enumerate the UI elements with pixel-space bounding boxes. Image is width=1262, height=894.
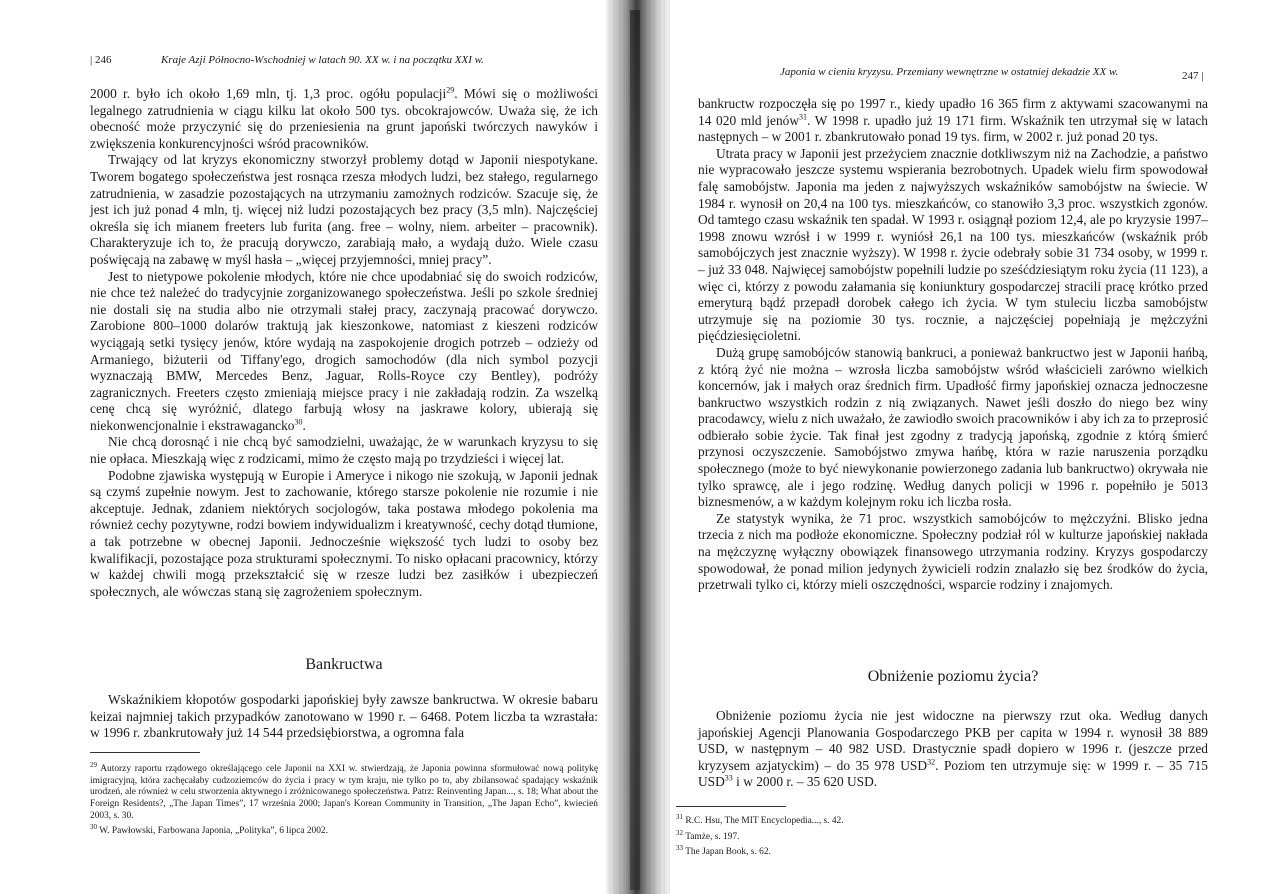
right-section-paragraph: Obniżenie poziomu życia nie jest widoczne na pierwszy rzut oka. Według danych japońskiej Agencji Planowania Gospodarczego PKB per capita w 1994 r. wynosił 38 889 USD, w następnym – 40 982 USD. Drastycznie spadł dopiero w 1996 r. (jeszcze przed kryzysem azjatyckim) – do 35 978 USD$^{32}$. Poziom ten utrzymuje się: w 1999 r. – 35 715 USD$^{33}$ i w 2000 r. – 35 620 USD.	[698, 708, 1208, 790]
section-title-obnizenie: Obniżenie poziomu życia?	[867, 668, 1039, 685]
footnote-32: $^{32}$ Tamże, s. 197.	[676, 828, 740, 842]
left-paragraph-5: Podobne zjawiska występują w Europie i Ameryce i nikogo nie szokują, w Japonii jednak są czymś zupełnie nowym. Jest to zachowanie, którego starsze pokolenie nie rozumie i nie akceptuje. Jednak, zdaniem niektórych socjologów, taka postawa młodego pokolenia ma również cechy pozytywne, rodzi bowiem indywidualizm i kreatywność, cechy dotąd tłumione, a tak potrzebne w obecnej Japonii. Jednocześnie większość tych ludzi to osoby bez kwalifikacji, pozostające poza strukturami społecznymi. To nisko opłacani pracownicy, którzy w każdej chwili mogą przekształcić się w rzesze ludzi bez zasiłków i ubezpieczeń społecznych, ale wówczas staną się zagrożeniem społecznym.	[90, 467, 598, 599]
left-footnote-rule	[90, 752, 200, 753]
right-footnote-rule	[676, 806, 786, 807]
left-page-header	[90, 54, 484, 66]
left-section-paragraph: Wskaźnikiem kłopotów gospodarki japońskiej były zawsze bankructwa. W okresie babaru keizai najmniej takich przypadków zanotowano w 1990 r. – 6468. Potem liczba ta wzrastała: w 1996 r. zbankrutowały już 14 544 przedsiębiorstwa, a ogromna fala	[90, 692, 598, 741]
right-paragraph-1: bankructw rozpoczęła się po 1997 r., kiedy upadło 16 365 firm z aktywami szacowanymi na 14 020 mld jenów$^{31}$. W 1998 r. upadło już 19 171 firm. Wskaźnik ten utrzymał się w latach następnych – w 2001 r. zbankrutowało ponad 19 tys. firm, w 2002 r. już ponad 20 tys.	[698, 96, 1209, 145]
right-page-header	[780, 66, 1118, 78]
footnote-33: $^{33}$ The Japan Book, s. 62.	[676, 844, 771, 858]
right-section-body	[698, 708, 1208, 791]
left-paragraph-4: Nie chcą dorosnąć i nie chcą być samodzielni, uważając, że w warunkach kryzysu to się nie opłaca. Mieszkają więc z rodzicami, mimo że często mają po trzydzieści i więcej lat.	[90, 434, 598, 467]
right-body	[698, 96, 1208, 594]
right-paragraph-4: Ze statystyk wynika, że 71 proc. wszystkich samobójców to mężczyźni. Blisko jedna trzecia z nich ma podłoże ekonomiczne. Społeczny podział ról w kulturze japońskiej nakłada na mężczyznę wyłączny obowiązek finansowego utrzymania rodziny. Kryzys gospodarczy spowodował, że ponad milion jedynych żywicieli rodzin znalazło się bez środków do życia, przetrwali tylko ci, którzy mieli oszczędności, wsparcie rodziny i znajomych.	[698, 510, 1208, 593]
left-footnotes	[90, 760, 598, 838]
left-paragraph-2: Trwający od lat kryzys ekonomiczny stworzył problemy dotąd w Japonii niespotykane. Tworem bogatego społeczeństwa jest rosnąca rzesza młodych ludzi, bez stałego, regularnego zatrudnienia, w zasadzie pozostających na utrzymaniu zamożnych rodziców. Szacuje się, że jest ich już ponad 4 mln, tj. więcej niż ludzi pozostających bez pracy (3,5 mln). Najczęściej określa się ich mianem freeters lub furita (ang. free – wolny, niem. arbeiter – pracownik). Charakteryzuje ich to, że pracują dorywczo, zarabiają mało, a wydają dużo. Wiele czasu poświęcają na zabawę w myśl hasła – „więcej przyjemności, mniej pracy”.	[90, 152, 598, 267]
footnote-31: $^{31}$ R.C. Hsu, The MIT Encyclopedia..., s. 42.	[676, 813, 844, 827]
left-body	[90, 86, 598, 600]
footnote-29: $^{29}$ Autorzy raportu rządowego określającego cele Japonii na XXI w. stwierdzają, że Japonia powinna sformułować nową politykę imigracyjną, która zachęcałaby cudzoziemców do życia i pracy w tym kraju, nie tylko po to, aby zbilansować spadający wskaźnik urodzeń, ale również w celu stworzenia aktywnego i zróżnicowanego społeczeństwa. Patrz: Reinventing Japan..., s. 18; What about the Foreign Residents?, „The Japan Times”, 17 września 2000; Japan's Korean Community in Transition, „The Japan Echo”, kwiecień 2003, s. 30.	[90, 761, 599, 821]
footnote-30: $^{30}$ W. Pawłowski, Farbowana Japonia, „Polityka”, 6 lipca 2002.	[90, 823, 328, 837]
right-page-number: 247 |	[1182, 70, 1204, 82]
right-footnotes	[676, 812, 1196, 859]
left-page	[0, 0, 606, 894]
left-running-head: Kraje Azji Północno-Wschodniej w latach 90. XX w. i na początku XXI w.	[160, 54, 484, 66]
left-paragraph-1: 2000 r. było ich około 1,69 mln, tj. 1,3 proc. ogółu populacji$^{29}$. Mówi się o możliwości legalnego zatrudnienia w ciągu kilku lat około 500 tys. obcokrajowców. Uważa się, że ich obecność może przyczynić się do przeniesienia na grunt japoński twórczych nawyków i zwiększenia konkurencyjności wśród pracowników.	[90, 85, 598, 151]
book-gutter-shadow	[630, 10, 640, 890]
right-paragraph-3: Dużą grupę samobójców stanowią bankruci, a ponieważ bankructwo jest w Japonii hańbą, z którą żyć nie można – wzrosła liczba samobójstw wśród właścicieli zarówno wielkich koncernów, jak i małych oraz średnich firm. Upadłość firmy japońskiej oznacza jednoczesne bankructwo wszystkich rodzin z nią związanych. Nawet jeśli doszło do niego bez winy pracodawcy, wielu z nich uważało, że zawiodło swoich pracowników i aby ich za to przeprosić odbierało sobie życie. Tak finał jest zgodny z tradycją japońską, zgodnie z którą śmierć przynosi oczyszczenie. Samobójstwo zmywa hańbę, która w razie naruszenia porządku społecznego (może to być niewykonanie powierzonego zadania lub bankructwo) okrywała nie tylko sprawcę, ale i jego rodzinę. Według danych policji w 1996 r. popełniło je 5013 biznesmenów, a w każdym kolejnym roku ich liczba rosła.	[698, 344, 1209, 510]
section-title-bankructwa: Bankructwa	[305, 656, 383, 673]
left-paragraph-3: Jest to nietypowe pokolenie młodych, które nie chce upodabniać się do swoich rodziców, nie chce też należeć do tradycyjnie zorganizowanego społeczeństwa. Jeśli po szkole średniej nie dostali się na studia albo nie otrzymali stałej pracy, zaczynają pracować dorywczo. Zarobione 800–1000 dolarów traktują jak kieszonkowe, natomiast z kieszeni rodziców wyciągają setki tysięcy jenów, które wydają na zaspokojenie drogich potrzeb – odzieży od Armaniego, biżuterii od Tiffany'ego, drogich samochodów (dla nich symbol pozycji wyznaczają BMW, Mercedes Benz, Jaguar, Rolls-Royce czy Bentley), podróży zagranicznych. Freeters często zmieniają miejsce pracy i nie zakładają rodzin. Za wszelką cenę chcą się wyróżnić, dlatego farbują włosy na jaskrawe kolory, ubierają się niekonwencjonalnie i ekstrawagancko$^{30}$.	[90, 268, 598, 433]
right-page	[660, 0, 1262, 894]
right-running-head: Japonia w cieniu kryzysu. Przemiany wewnętrzne w ostatniej dekadzie XX w.	[780, 66, 1119, 78]
left-section-body	[90, 692, 598, 742]
right-paragraph-2: Utrata pracy w Japonii jest przeżyciem znacznie dotkliwszym niż na Zachodzie, a państwo nie wypracowało jeszcze systemu wspierania bezrobotnych. Upadek wielu firm spowodował falę samobójstw. Japonia ma jeden z najwyższych wskaźników samobójstw na świecie. W 1984 r. wynosił on 20,4 na 100 tys. mieszkańców, co stanowiło 3,3 proc. wszystkich zgonów. Od tamtego czasu wskaźnik ten spadał. W 1993 r. osiągnął poziom 12,4, ale po kryzysie 1997–1998 znowu wzrósł i w 1999 r. wyniósł 26,1 na 100 tys. mieszkańców (wskaźnik prób samobójczych jest znacznie wyższy). W 1998 r. życie odebrały sobie 31 734 osoby, w 1999 r. – już 33 048. Najwięcej samobójstw popełnili ludzie po sześćdziesiątym roku życia (11 123), a więc ci, którzy z powodu załamania się koniunktury gospodarczej stracili pracę krótko przed emeryturą bądź przepadł dorobek całego ich życia. W tym stuleciu liczba samobójstw utrzymuje się na poziomie 30 tys. rocznie, a najczęściej popełniają je mężczyźni pięćdziesięcioletni.	[698, 145, 1208, 344]
left-page-number: | 246	[90, 54, 112, 66]
right-page-number-wrap	[1182, 70, 1203, 82]
